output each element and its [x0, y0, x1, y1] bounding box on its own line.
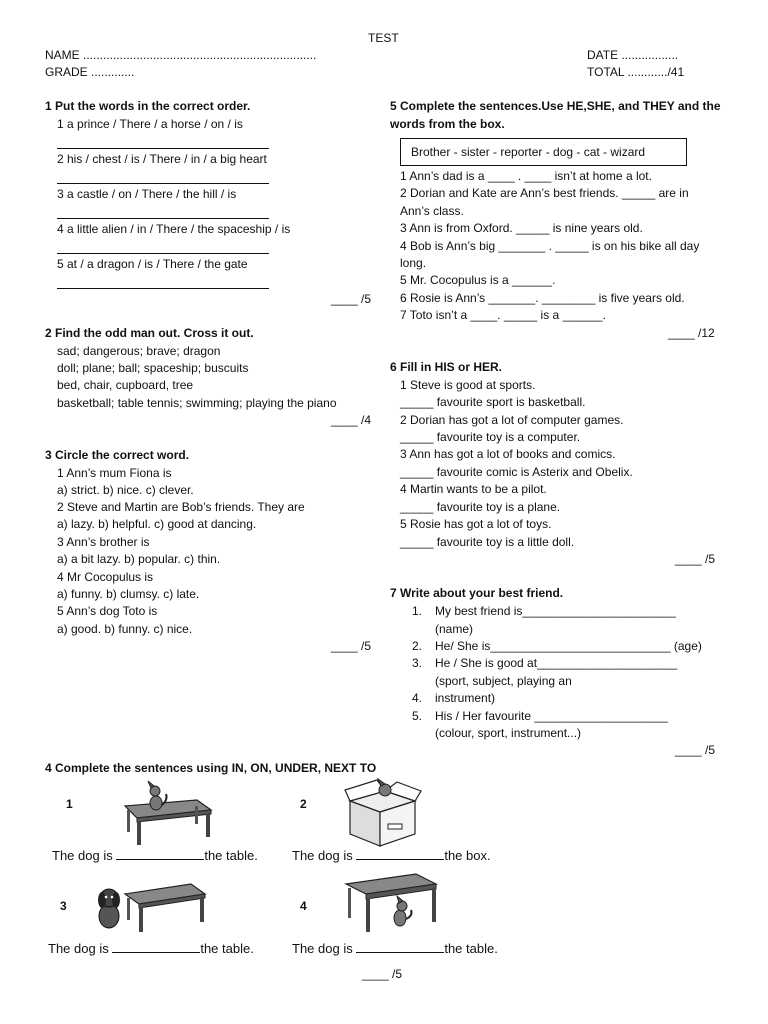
s6-line: _____ favourite toy is a little doll. — [400, 535, 575, 549]
s4-score: ____ /5 — [362, 967, 403, 981]
s6-line: 5 Rosie has got a lot of toys. — [400, 517, 552, 531]
dog-in-box-picture — [345, 776, 425, 846]
s7-num: 5. — [412, 709, 423, 723]
s6-line: _____ favourite toy is a computer. — [400, 430, 581, 444]
s5-line: 2 Dorian and Kate are Ann’s best friends. _____ are in — [400, 186, 689, 200]
s7-hint: (name) — [435, 622, 474, 636]
s3-score: ____ /5 — [331, 639, 372, 653]
dog-next-to-table-picture — [95, 876, 215, 936]
s5-line: 4 Bob is Ann’s big _______ . _____ is on his bike all day — [400, 239, 700, 253]
sentence — [48, 941, 254, 956]
s3-options[interactable]: a) good. b) funny. c) nice. — [57, 622, 193, 636]
s2-item: bed, chair, cupboard, tree — [57, 378, 194, 392]
s5-line: Ann’s class. — [400, 204, 464, 218]
s7-num: 4. — [412, 691, 423, 705]
sentence-start: The dog is — [48, 941, 109, 956]
s5-line: long. — [400, 256, 427, 270]
picture-number: 1 — [66, 797, 73, 811]
s6-line: 4 Martin wants to be a pilot. — [400, 482, 547, 496]
sentence — [292, 848, 491, 863]
s5-line: 6 Rosie is Ann’s _______. ________ is five years old. — [400, 291, 685, 305]
s7-hint: instrument) — [435, 691, 496, 705]
sentence-end: the table. — [444, 941, 498, 956]
section-1-title: 1 Put the words in the correct order. — [45, 99, 251, 113]
s7-hint: (sport, subject, playing an — [435, 674, 572, 688]
s3-line: 4 Mr Cocopulus is — [57, 570, 154, 584]
picture-number: 3 — [60, 899, 67, 913]
s7-score: ____ /5 — [675, 743, 716, 757]
section-2-title: 2 Find the odd man out. Cross it out. — [45, 326, 254, 340]
section-4-title: 4 Complete the sentences using IN, ON, UNDER, NEXT TO — [45, 761, 377, 775]
dog-under-table-picture — [340, 870, 450, 935]
s1-item: 3 a castle / on / There / the hill / is — [57, 187, 237, 201]
s7-line[interactable]: He/ She is___________________________ (age) — [435, 639, 702, 653]
total-field[interactable]: TOTAL ............/41 — [587, 65, 685, 79]
s3-line: 5 Ann’s dog Toto is — [57, 604, 158, 618]
s5-line: 3 Ann is from Oxford. _____ is nine years old. — [400, 221, 643, 235]
s3-line: 1 Ann’s mum Fiona is — [57, 466, 172, 480]
s2-score: ____ /4 — [331, 413, 372, 427]
section-7-title: 7 Write about your best friend. — [390, 586, 564, 600]
s7-line[interactable]: My best friend is_______________________ — [435, 604, 676, 618]
s1-answer-line[interactable] — [57, 278, 269, 289]
section-5-title: 5 Complete the sentences.Use HE,SHE, and THEY and the — [390, 99, 721, 113]
answer-blank[interactable] — [356, 942, 444, 953]
s3-options[interactable]: a) lazy. b) helpful. c) good at dancing. — [57, 517, 257, 531]
sentence-start: The dog is — [292, 848, 353, 863]
s7-num: 2. — [412, 639, 423, 653]
s2-item: sad; dangerous; brave; dragon — [57, 344, 221, 358]
section-5-title-cont: words from the box. — [390, 117, 505, 131]
s5-line: 5 Mr. Cocopulus is a ______. — [400, 273, 556, 287]
sentence-end: the box. — [444, 848, 491, 863]
sentence-end: the table. — [204, 848, 258, 863]
s6-line: _____ favourite comic is Asterix and Obelix. — [400, 465, 633, 479]
s6-line: _____ favourite sport is basketball. — [400, 395, 586, 409]
s1-item: 5 at / a dragon / is / There / the gate — [57, 257, 248, 271]
sentence — [52, 848, 258, 863]
s7-line[interactable]: His / Her favourite ____________________ — [435, 709, 668, 723]
s1-score: ____ /5 — [331, 292, 372, 306]
s1-answer-line[interactable] — [57, 173, 269, 184]
picture-number: 2 — [300, 797, 307, 811]
picture-number: 4 — [300, 899, 307, 913]
s3-line: 2 Steve and Martin are Bob’s friends. They are — [57, 500, 305, 514]
s6-line: 2 Dorian has got a lot of computer games. — [400, 413, 624, 427]
date-field[interactable]: DATE ................. — [587, 48, 679, 62]
s1-answer-line[interactable] — [57, 208, 269, 219]
s3-line: 3 Ann’s brother is — [57, 535, 150, 549]
s5-line: 7 Toto isn’t a ____. _____ is a ______. — [400, 308, 606, 322]
dog-on-table-picture — [115, 778, 215, 838]
s1-item: 4 a little alien / in / There / the spaceship / is — [57, 222, 291, 236]
sentence-start: The dog is — [52, 848, 113, 863]
s3-options[interactable]: a) funny. b) clumsy. c) late. — [57, 587, 200, 601]
s2-item: doll; plane; ball; spaceship; buscuits — [57, 361, 249, 375]
s3-options[interactable]: a) strict. b) nice. c) clever. — [57, 483, 194, 497]
sentence-end: the table. — [200, 941, 254, 956]
grade-field[interactable]: GRADE ............. — [45, 65, 135, 79]
s7-line[interactable]: He / She is good at_____________________ — [435, 656, 678, 670]
s6-score: ____ /5 — [675, 552, 716, 566]
sentence — [292, 941, 498, 956]
s1-answer-line[interactable] — [57, 138, 269, 149]
s1-answer-line[interactable] — [57, 243, 269, 254]
s6-line: 1 Steve is good at sports. — [400, 378, 536, 392]
name-field[interactable]: NAME ...................................................................... — [45, 48, 317, 62]
s7-num: 1. — [412, 604, 423, 618]
s7-num: 3. — [412, 656, 423, 670]
s5-score: ____ /12 — [668, 326, 715, 340]
answer-blank[interactable] — [116, 849, 204, 860]
s5-line: 1 Ann’s dad is a ____ . ____ isn’t at home a lot. — [400, 169, 652, 183]
section-3-title: 3 Circle the correct word. — [45, 448, 190, 462]
s2-item: basketball; table tennis; swimming; playing the piano — [57, 396, 337, 410]
page-title: TEST — [368, 31, 399, 45]
s7-hint: (colour, sport, instrument...) — [435, 726, 582, 740]
s3-options[interactable]: a) a bit lazy. b) popular. c) thin. — [57, 552, 221, 566]
s1-item: 2 his / chest / is / There / in / a big heart — [57, 152, 267, 166]
s6-line: 3 Ann has got a lot of books and comics. — [400, 447, 616, 461]
section-6-title: 6 Fill in HIS or HER. — [390, 360, 503, 374]
answer-blank[interactable] — [356, 849, 444, 860]
answer-blank[interactable] — [112, 942, 200, 953]
s6-line: _____ favourite toy is a plane. — [400, 500, 561, 514]
word-box: Brother - sister - reporter - dog - cat - wizard — [400, 138, 687, 166]
sentence-start: The dog is — [292, 941, 353, 956]
s1-item: 1 a prince / There / a horse / on / is — [57, 117, 243, 131]
